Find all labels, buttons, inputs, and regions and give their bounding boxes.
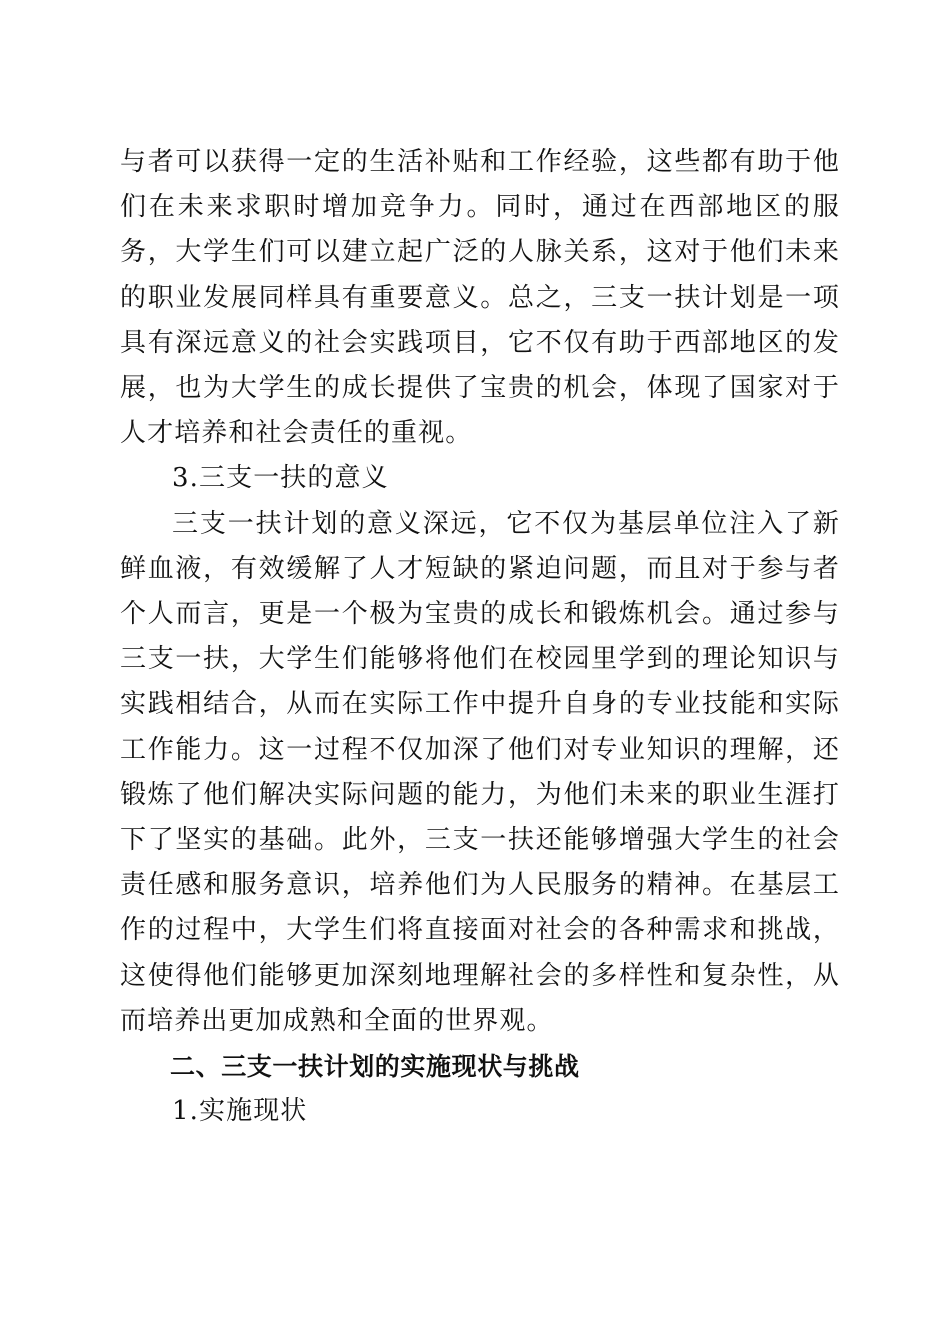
document-body: [120, 140, 840, 1134]
paragraph-significance: 三支一扶计划的意义深远，它不仅为基层单位注入了新鲜血液，有效缓解了人才短缺的紧迫问题，而且对于参与者个人而言，更是一个极为宝贵的成长和锻炼机会。通过参与三支一扶，大学生们能够将他们在校园里学到的理论知识与实践相结合，从而在实际工作中提升自身的专业技能和实际工作能力。这一过程不仅加深了他们对专业知识的理解，还锻炼了他们解决实际问题的能力，为他们未来的职业生涯打下了坚实的基础。此外，三支一扶还能够增强大学生的社会责任感和服务意识，培养他们为人民服务的精神。在基层工作的过程中，大学生们将直接面对社会的各种需求和挑战，这使得他们能够更加深刻地理解社会的多样性和复杂性，从而培养出更加成熟和全面的世界观。: [120, 508, 840, 1036]
section-heading-status-challenges: 二、三支一扶计划的实施现状与挑战: [170, 1052, 580, 1082]
subheading-implementation-status: 1.实施现状: [172, 1096, 308, 1127]
paragraph-continued: 与者可以获得一定的生活补贴和工作经验，这些都有助于他们在未来求职时增加竞争力。同时，通过在西部地区的服务，大学生们可以建立起广泛的人脉关系，这对于他们未来的职业发展同样具有重要意义。总之，三支一扶计划是一项具有深远意义的社会实践项目，它不仅有助于西部地区的发展，也为大学生的成长提供了宝贵的机会，体现了国家对于人才培养和社会责任的重视。: [120, 147, 840, 449]
subheading-significance: 3.三支一扶的意义: [172, 463, 389, 494]
